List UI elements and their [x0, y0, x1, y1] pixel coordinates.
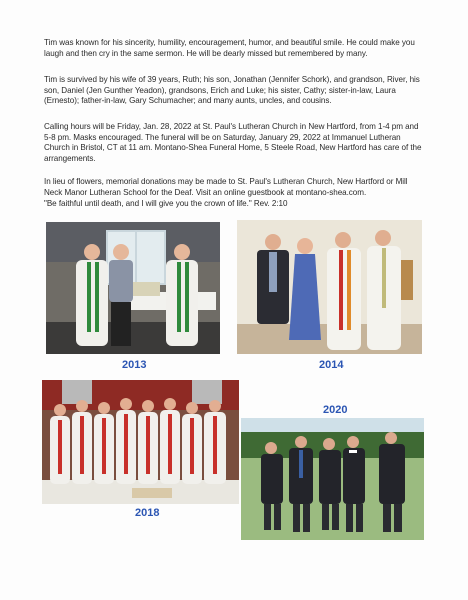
photo-year-label: 2013 [122, 359, 147, 371]
photo-year-label: 2018 [135, 507, 160, 519]
photo-2018 [42, 380, 239, 504]
photo-year-label: 2020 [323, 404, 348, 416]
obituary-paragraph-services: Calling hours will be Friday, Jan. 28, 2022 at St. Paul's Lutheran Church in New Hartford, from 1-4 pm and 5-8 pm. Masks encouraged. The funeral will be on Saturday, January 29, 2022 at Immanuel Lutheran Church in Bristol, CT at 11 am. Montano-Shea Funeral Home, 5 Steele Road, New Hartford has care of the arrangements. [44, 122, 422, 163]
obituary-paragraph-survivors: Tim is survived by his wife of 39 years, Ruth; his son, Jonathan (Jennifer Schork), and grandson, River, his son, Daniel (Jen Gunther Yeadon), grandsons, Erich and Luke; his sister, Cathy; sister-in-law, Laura (Ernesto); father-in-law, Gary Schumacher; and many aunts, uncles, and cousins. [44, 75, 420, 105]
photo-2014 [237, 220, 422, 354]
scripture-quote: "Be faithful until death, and I will give you the crown of life." Rev. 2:10 [44, 199, 288, 208]
obituary-paragraph-memorials: In lieu of flowers, memorial donations may be made to St. Paul's Lutheran Church, New Hartford or Mill Neck Manor Lutheran School for the Deaf. Visit an online guestbook at montano-shea.com. [44, 177, 408, 197]
obituary-paragraph-character: Tim was known for his sincerity, humility, encouragement, humor, and beautiful smile. He could make you laugh and then cry in the same sermon. He will be dearly missed but remembered by many. [44, 38, 415, 58]
photo-year-label: 2014 [319, 359, 344, 371]
photo-2020 [241, 418, 424, 540]
photo-2013 [46, 222, 220, 354]
